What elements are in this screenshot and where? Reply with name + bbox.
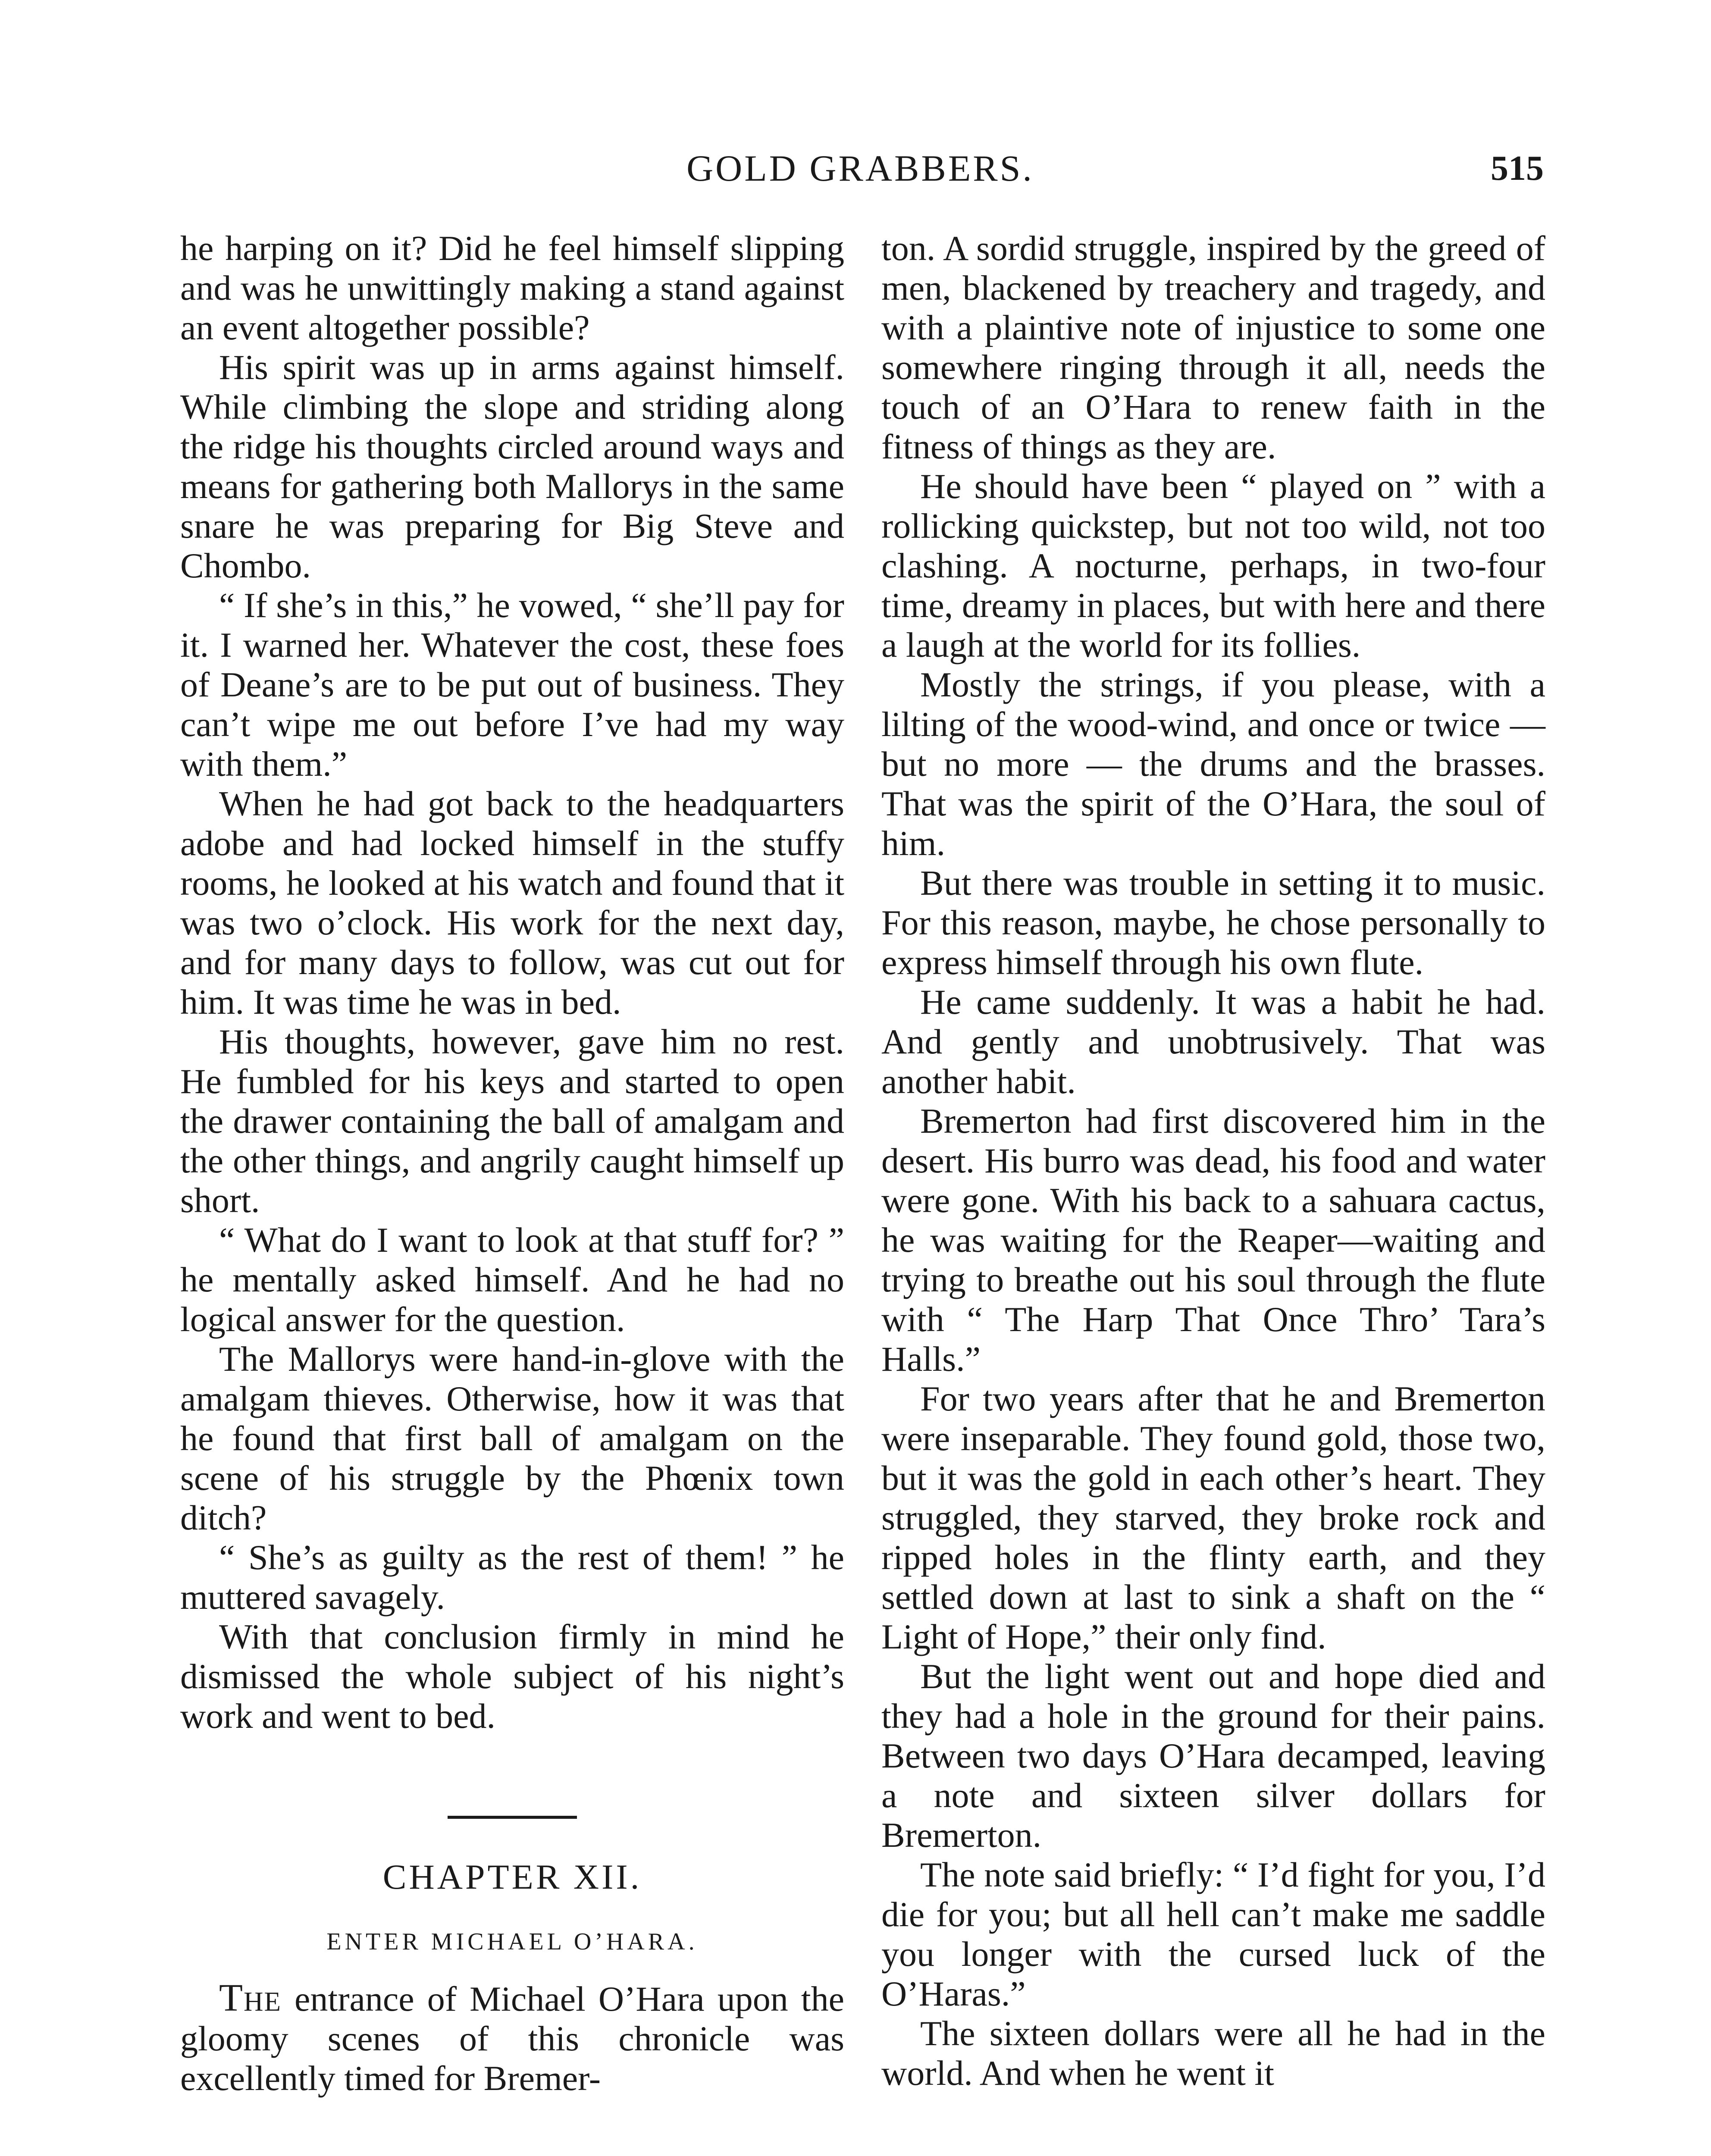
- paragraph: The sixteen dollars were all he had in the world. And when he went it: [881, 2014, 1545, 2093]
- opening-text: entrance of Michael O’Hara upon the gloomy scenes of this chronicle was excellently timed for Bremer-: [180, 1979, 844, 2098]
- page-number: 515: [1491, 148, 1544, 188]
- paragraph: Bremerton had first discovered him in the desert. His burro was dead, his food and water were gone. With his back to a sahuara cactus, he was waiting for the Reaper—waiting and trying to breathe out his soul through the flute with “ The Harp That Once Thro’ Tara’s Halls.”: [881, 1101, 1545, 1379]
- running-title: GOLD GRABBERS.: [686, 147, 1034, 189]
- opening-word: The: [219, 1977, 282, 2019]
- paragraph: he harping on it? Did he feel himself slipping and was he unwittingly making a stand against an event altogether possible?: [180, 229, 844, 347]
- paragraph: For two years after that he and Bremerton were inseparable. They found gold, those two, but it was the gold in each other’s heart. They struggled, they starved, they broke rock and ripped holes in the flinty earth, and they settled down at last to sink a shaft on the “ Light of Hope,” their only find.: [881, 1379, 1545, 1656]
- chapter-opening-paragraph: [180, 1978, 844, 2098]
- right-column: [881, 229, 1545, 2093]
- paragraph: “ If she’s in this,” he vowed, “ she’ll pay for it. I warned her. Whatever the cost, these foes of Deane’s are to be put out of business. They can’t wipe me out before I’ve had my way with them.”: [180, 586, 844, 783]
- chapter-heading: CHAPTER XII.: [382, 1857, 642, 1896]
- paragraph: “ What do I want to look at that stuff for? ” he mentally asked himself. And he had no logical answer for the question.: [180, 1220, 844, 1339]
- paragraph: But the light went out and hope died and they had a hole in the ground for their pains. Between two days O’Hara decamped, leaving a note and sixteen silver dollars for Bremerton.: [881, 1657, 1545, 1855]
- section-divider: [448, 1816, 577, 1819]
- paragraph: His spirit was up in arms against himself. While climbing the slope and striding along the ridge his thoughts circled around ways and means for gathering both Mallorys in the same snare he was preparing for Big Steve and Chombo.: [180, 348, 844, 585]
- paragraph: “ She’s as guilty as the rest of them! ” he muttered savagely.: [180, 1538, 844, 1617]
- paragraph: He came suddenly. It was a habit he had. And gently and unobtrusively. That was another habit.: [881, 982, 1545, 1101]
- paragraph: When he had got back to the headquarters adobe and had locked himself in the stuffy rooms, he looked at his watch and found that it was two o’clock. His work for the next day, and for many days to follow, was cut out for him. It was time he was in bed.: [180, 784, 844, 1022]
- running-header: [177, 144, 1544, 192]
- chapter-subtitle: ENTER MICHAEL O’HARA.: [326, 1928, 698, 1955]
- paragraph: ton. A sordid struggle, inspired by the greed of men, blackened by treachery and tragedy, and with a plaintive note of injustice to some one somewhere ringing through it all, needs the touch of an O’Hara to renew faith in the fitness of things as they are.: [881, 229, 1545, 466]
- paragraph: But there was trouble in setting it to music. For this reason, maybe, he chose personally to express himself through his own flute.: [881, 863, 1545, 982]
- paragraph: The Mallorys were hand-in-glove with the amalgam thieves. Otherwise, how it was that he found that first ball of amalgam on the scene of his struggle by the Phœnix town ditch?: [180, 1339, 844, 1537]
- paragraph: The note said briefly: “ I’d fight for you, I’d die for you; but all hell can’t make me saddle you longer with the cursed luck of the O’Haras.”: [881, 1855, 1545, 2013]
- paragraph: He should have been “ played on ” with a rollicking quickstep, but not too wild, not too clashing. A nocturne, perhaps, in two-four time, dreamy in places, but with here and there a laugh at the world for its follies.: [881, 467, 1545, 664]
- paragraph: His thoughts, however, gave him no rest. He fumbled for his keys and started to open the drawer containing the ball of amalgam and the other things, and angrily caught himself up short.: [180, 1022, 844, 1220]
- paragraph: With that conclusion firmly in mind he dismissed the whole subject of his night’s work and went to bed.: [180, 1617, 844, 1736]
- left-column: [180, 229, 844, 2098]
- paragraph: Mostly the strings, if you please, with a lilting of the wood-wind, and once or twice — but no more — the drums and the brasses. That was the spirit of the O’Hara, the soul of him.: [881, 665, 1545, 863]
